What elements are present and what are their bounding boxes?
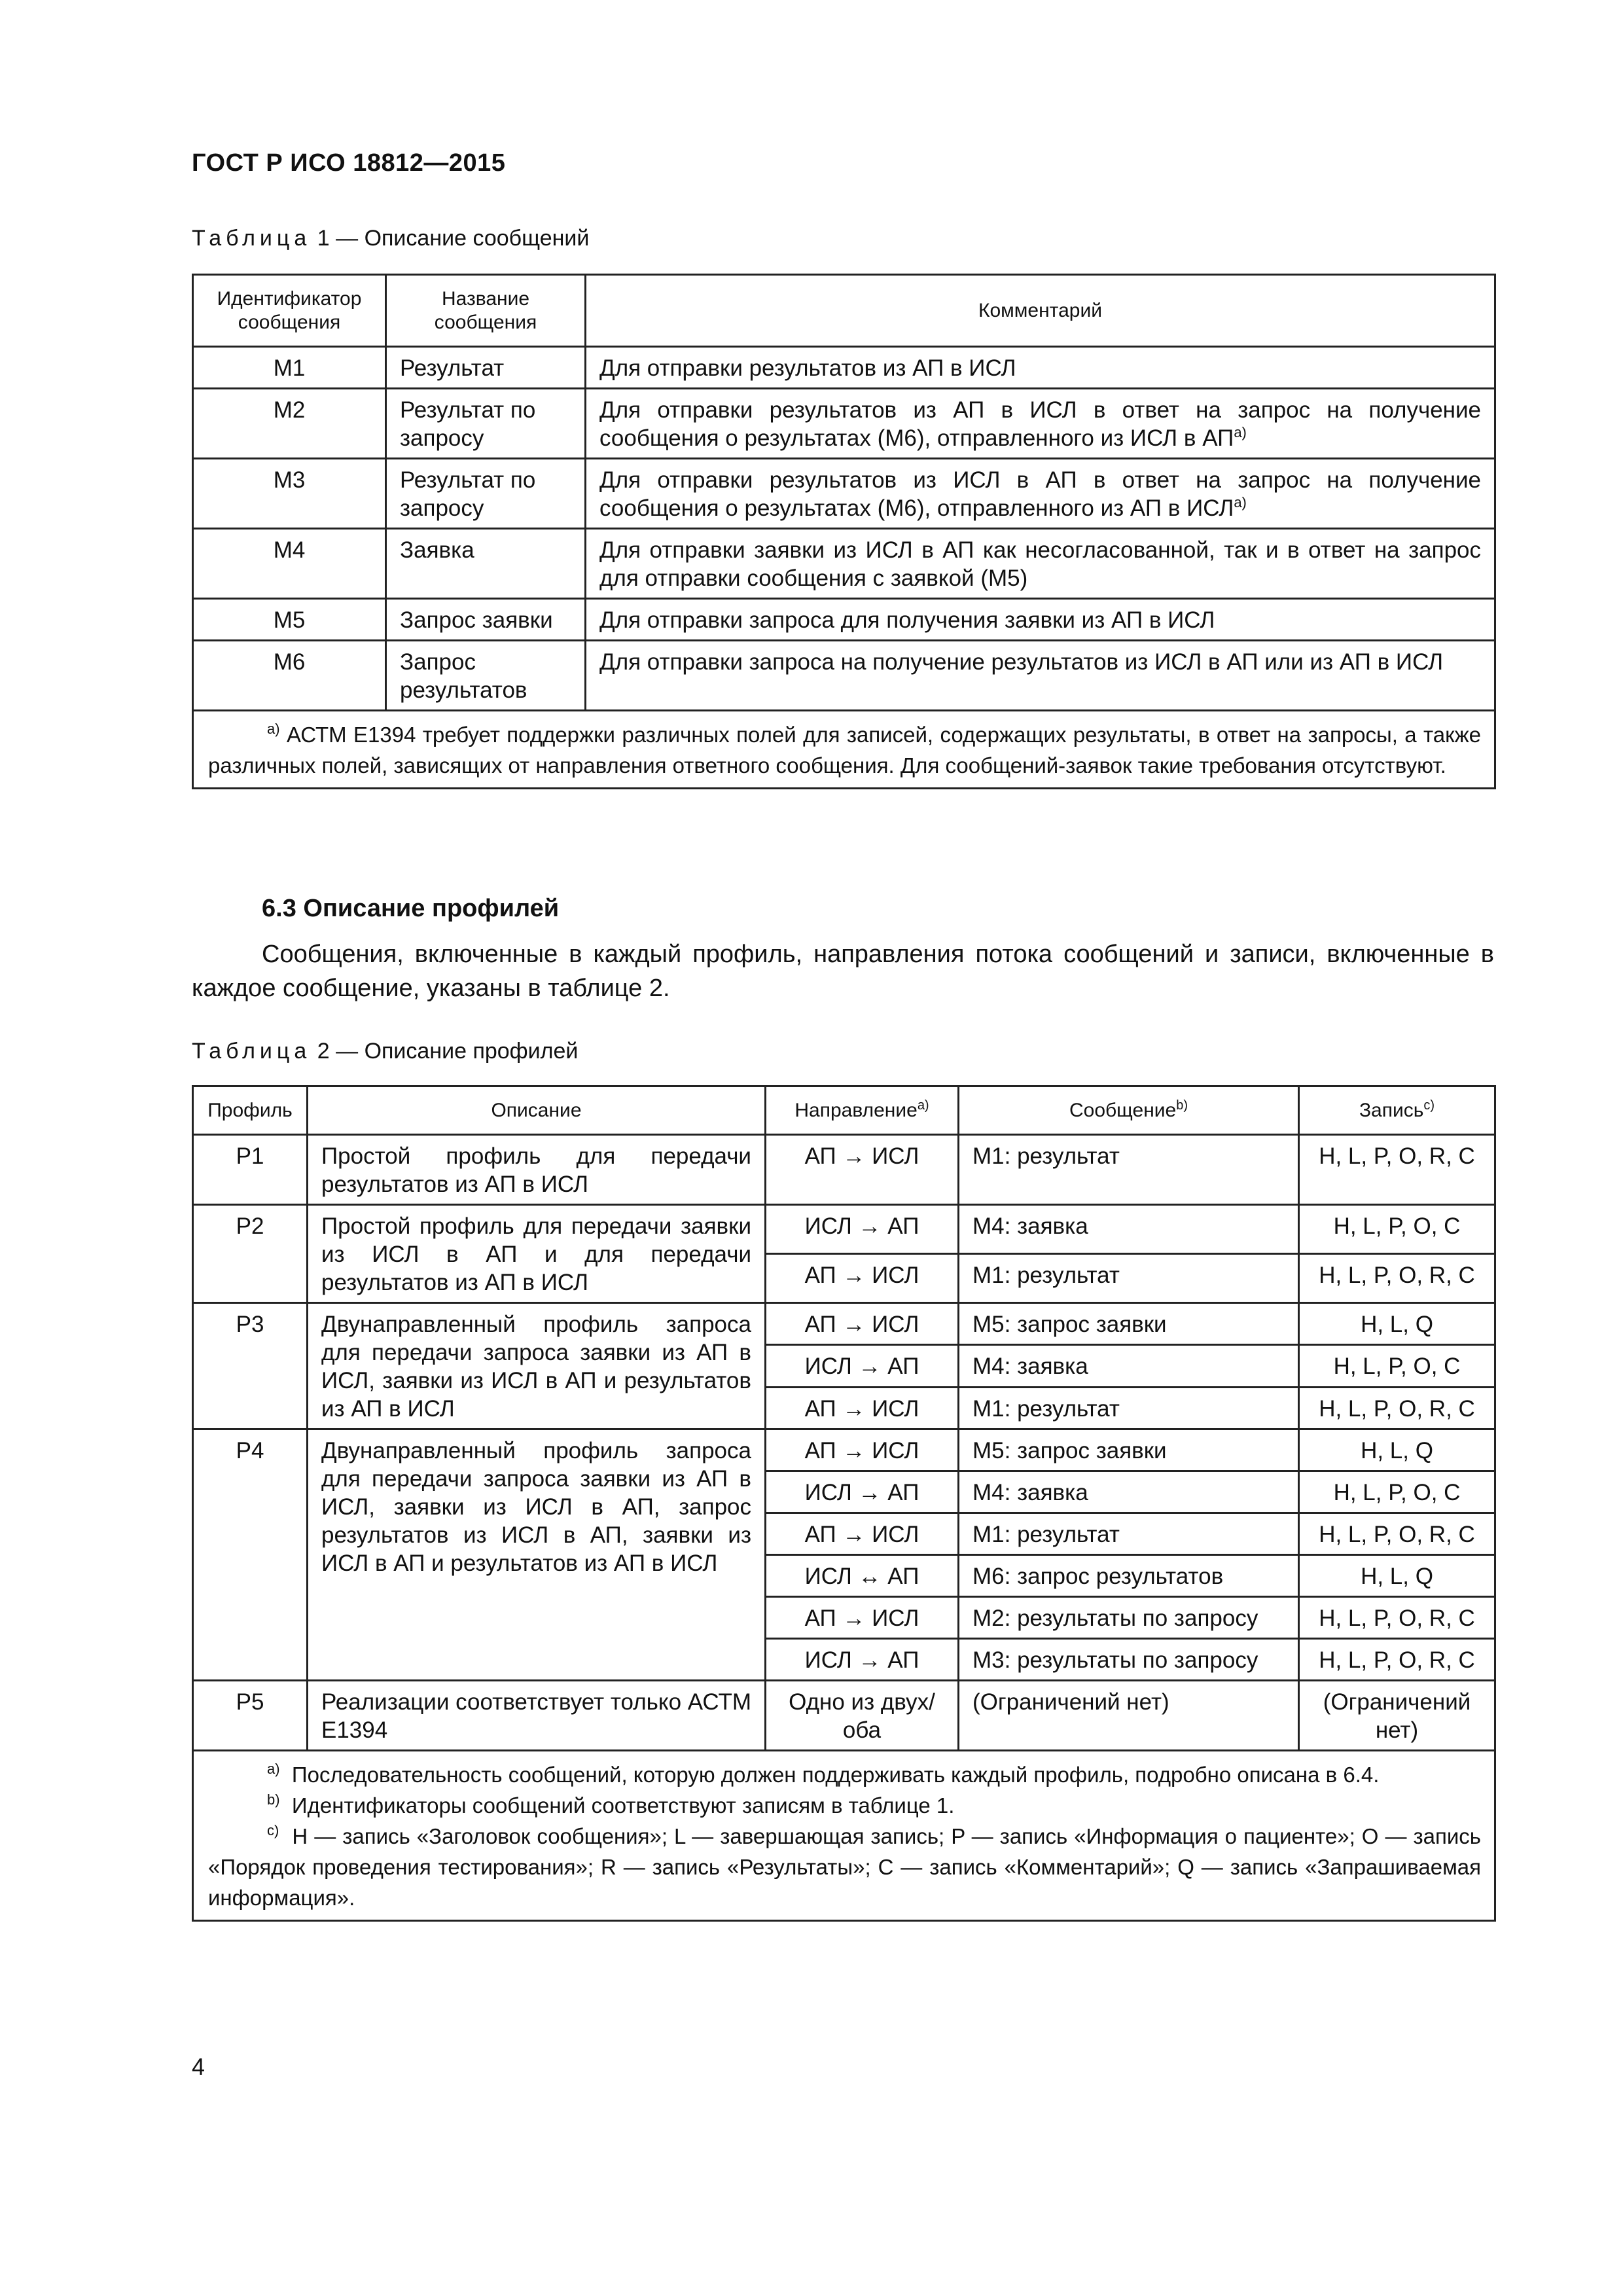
table2-note: $^{a)}$ Последовательность сообщений, которую должен поддерживать каждый профиль, подробно описана в 6.4. [267, 1761, 1380, 1787]
table1-caption [192, 226, 589, 251]
message-cell: M3: результаты по запросу [959, 1639, 1299, 1681]
message-cell: M1: результат [959, 1387, 1299, 1429]
page-number: 4 [192, 2053, 205, 2080]
footnote-mark: a) [267, 721, 280, 737]
table1-row [193, 389, 1495, 459]
message-comment: Для отправки результатов из ИСЛ в АП в ответ на запрос на получение сообщения о результатах (M6), отправленного из АП в ИСЛ$^{a)}$ [586, 459, 1495, 529]
direction-cell: Одно из двух/оба [766, 1681, 959, 1751]
record-cell: (Ограничений нет) [1299, 1681, 1495, 1751]
record-cell: H, L, P, O, R, C [1299, 1597, 1495, 1639]
record-cell: H, L, Q [1299, 1429, 1495, 1471]
direction-cell: АП → ИСЛ [766, 1303, 959, 1345]
message-name: Результат [386, 347, 586, 389]
table2-col-profile: Профиль [193, 1086, 308, 1135]
message-id: M6 [193, 641, 386, 711]
table1-row [193, 641, 1495, 711]
message-id: M5 [193, 599, 386, 641]
table1-col-name: Название сообщения [386, 275, 586, 347]
table2-row [193, 1205, 1495, 1254]
message-comment: Для отправки результатов из АП в ИСЛ в ответ на запрос на получение сообщения о результатах (M6), отправленного из ИСЛ в АП$^{a)}$ [586, 389, 1495, 459]
direction-cell: АП → ИСЛ [766, 1513, 959, 1555]
table1-row [193, 459, 1495, 529]
table2-caption [192, 1039, 578, 1064]
message-comment: Для отправки заявки из ИСЛ в АП как несогласованной, так и в ответ на запрос для отправки сообщения с заявкой (M5) [586, 529, 1495, 599]
direction-cell: АП → ИСЛ [766, 1254, 959, 1303]
message-comment: Для отправки результатов из АП в ИСЛ [586, 347, 1495, 389]
table2-row [193, 1135, 1495, 1205]
table2-col-direction: Направление$^{a)}$ [766, 1086, 959, 1135]
message-cell: M6: запрос результатов [959, 1555, 1299, 1597]
message-cell: (Ограничений нет) [959, 1681, 1299, 1751]
table2-col-message: Сообщение$^{b)}$ [959, 1086, 1299, 1135]
section-paragraph: Сообщения, включенные в каждый профиль, направления потока сообщений и записи, включенные в каждое сообщение, указаны в таблице 2. [192, 941, 1494, 1002]
message-name: Результат по запросу [386, 459, 586, 529]
record-cell: H, L, P, O, C [1299, 1205, 1495, 1254]
message-cell: M4: заявка [959, 1471, 1299, 1513]
table1-row [193, 599, 1495, 641]
direction-cell: ИСЛ → АП [766, 1639, 959, 1681]
table2-col-record: Запись$^{c)}$ [1299, 1086, 1495, 1135]
message-cell: M2: результаты по запросу [959, 1597, 1299, 1639]
message-comment: Для отправки запроса на получение результатов из ИСЛ в АП или из АП в ИСЛ [586, 641, 1495, 711]
table1-col-id: Идентификатор сообщения [193, 275, 386, 347]
direction-cell: АП → ИСЛ [766, 1429, 959, 1471]
direction-cell: АП → ИСЛ [766, 1135, 959, 1205]
message-name: Результат по запросу [386, 389, 586, 459]
table1-caption-title: 1 — Описание сообщений [317, 226, 590, 251]
message-cell: M1: результат [959, 1513, 1299, 1555]
profile-id: P1 [193, 1135, 308, 1205]
direction-cell: ИСЛ → АП [766, 1205, 959, 1254]
message-cell: M4: заявка [959, 1205, 1299, 1254]
direction-cell: АП → ИСЛ [766, 1387, 959, 1429]
document-header: ГОСТ Р ИСО 18812—2015 [192, 149, 506, 177]
record-cell: H, L, P, O, R, C [1299, 1639, 1495, 1681]
profile-description: Двунаправленный профиль запроса для передачи запроса заявки из АП в ИСЛ, заявки из ИСЛ в АП, запрос результатов из ИСЛ в АП, заявки из ИСЛ в АП и результатов из АП в ИСЛ [308, 1429, 766, 1681]
table2-row [193, 1681, 1495, 1751]
message-cell: M4: заявка [959, 1345, 1299, 1387]
message-id: M4 [193, 529, 386, 599]
profile-id: P5 [193, 1681, 308, 1751]
record-cell: H, L, P, O, R, C [1299, 1254, 1495, 1303]
table1 [192, 274, 1496, 789]
record-cell: H, L, Q [1299, 1555, 1495, 1597]
message-cell: M1: результат [959, 1254, 1299, 1303]
direction-cell: ИСЛ → АП [766, 1471, 959, 1513]
table2-row [193, 1303, 1495, 1345]
table2-notes [193, 1751, 1495, 1921]
direction-cell: ИСЛ → АП [766, 1345, 959, 1387]
profile-id: P3 [193, 1303, 308, 1429]
table1-row [193, 347, 1495, 389]
message-comment: Для отправки запроса для получения заявки из АП в ИСЛ [586, 599, 1495, 641]
table1-caption-label: Таблица [192, 226, 312, 251]
direction-cell: АП → ИСЛ [766, 1597, 959, 1639]
record-cell: H, L, P, O, R, C [1299, 1513, 1495, 1555]
message-cell: M1: результат [959, 1135, 1299, 1205]
table2-col-description: Описание [308, 1086, 766, 1135]
section-title: 6.3 Описание профилей [262, 895, 560, 922]
table2-note: $^{c)}$ H — запись «Заголовок сообщения»; L — завершающая запись; P — запись «Информация о пациенте»; O — запись «Порядок проведения тестирования»; R — запись «Результаты»; C — запись «Комментарий»; Q — запись «Запрашиваемая информация». [208, 1822, 1481, 1910]
table2-note: $^{b)}$ Идентификаторы сообщений соответствуют записям в таблице 1. [267, 1791, 955, 1818]
table2 [192, 1085, 1496, 1922]
footnote-text: АСТМ Е1394 требует поддержки различных полей для записей, содержащих результаты, в ответ на запросы, а также различных полей, зависящих от направления ответного сообщения. Для сообщений-заявок такие требования отсутствуют. [208, 723, 1481, 778]
profile-id: P4 [193, 1429, 308, 1681]
record-cell: H, L, P, O, R, C [1299, 1387, 1495, 1429]
record-cell: H, L, P, O, R, C [1299, 1135, 1495, 1205]
table2-row [193, 1429, 1495, 1471]
profile-description: Простой профиль для передачи заявки из ИСЛ в АП и для передачи результатов из АП в ИСЛ [308, 1205, 766, 1303]
table1-row [193, 529, 1495, 599]
message-name: Запрос заявки [386, 599, 586, 641]
table2-caption-title: 2 — Описание профилей [317, 1039, 579, 1064]
record-cell: H, L, P, O, C [1299, 1345, 1495, 1387]
profile-id: P2 [193, 1205, 308, 1303]
message-id: M3 [193, 459, 386, 529]
direction-cell: ИСЛ ↔ АП [766, 1555, 959, 1597]
message-name: Заявка [386, 529, 586, 599]
profile-description: Простой профиль для передачи результатов из АП в ИСЛ [308, 1135, 766, 1205]
table1-col-comment: Комментарий [586, 275, 1495, 347]
message-id: M1 [193, 347, 386, 389]
message-cell: M5: запрос заявки [959, 1429, 1299, 1471]
message-cell: M5: запрос заявки [959, 1303, 1299, 1345]
profile-description: Реализации соответствует только АСТМ Е1394 [308, 1681, 766, 1751]
table1-footnote [193, 711, 1495, 789]
message-name: Запрос результатов [386, 641, 586, 711]
table2-caption-label: Таблица [192, 1039, 312, 1064]
profile-description: Двунаправленный профиль запроса для передачи запроса заявки из АП в ИСЛ, заявки из ИСЛ в АП и результатов из АП в ИСЛ [308, 1303, 766, 1429]
record-cell: H, L, P, O, C [1299, 1471, 1495, 1513]
record-cell: H, L, Q [1299, 1303, 1495, 1345]
message-id: M2 [193, 389, 386, 459]
